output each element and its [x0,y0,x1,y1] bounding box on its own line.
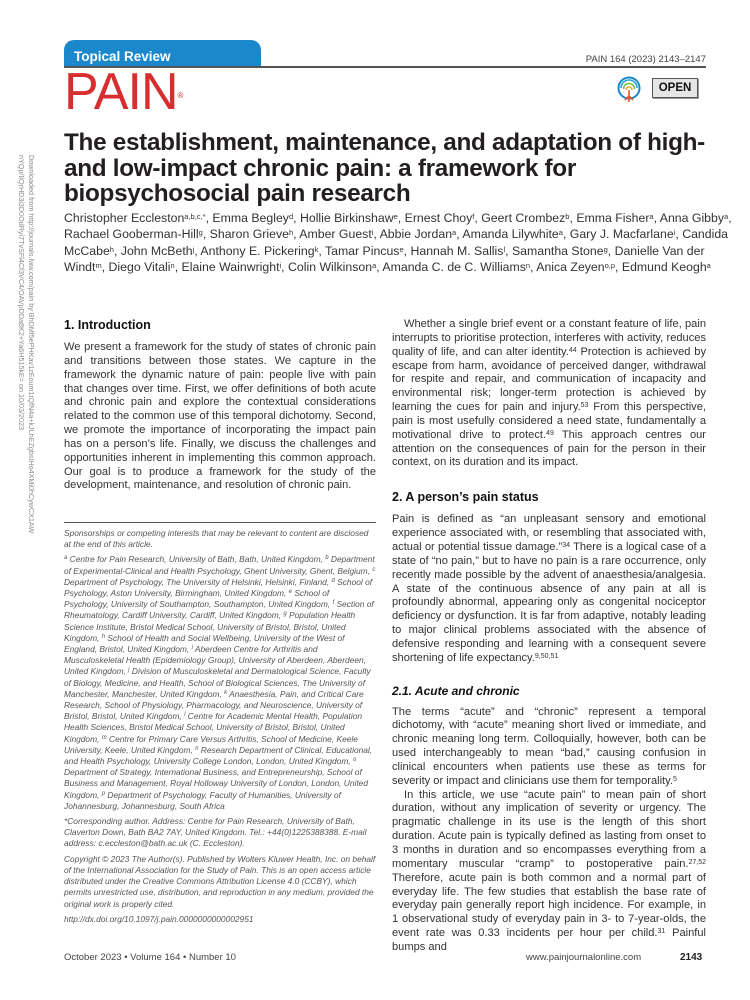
author-name[interactable]: Ernest Choy [404,211,473,225]
author-affiliation-marker: j [192,244,195,254]
affiliation-text: Division of Musculoskeletal and Dermatological Science, Faculty of Biology, Medicine, and Health, School of Biological Sciences, The University of Manchester, Manchester, United Kingdom, [64,666,371,699]
section-heading-pain-status: 2. A person’s pain status [392,490,539,505]
author-name[interactable]: Hollie Birkinshaw [299,211,394,225]
affiliation-text: Centre for Pain Research, University of Bath, Bath, United Kingdom, [67,554,326,565]
affiliation-key: m [101,734,107,741]
citation-ref[interactable]: 9,50,51 [534,652,559,660]
journal-citation: PAIN 164 (2023) 2143–2147 [585,54,706,65]
affiliations [64,554,376,812]
corresponding-author: *Corresponding author. Address: Centre for Pain Research, University of Bath, Claverton Down, Bath BA2 7AY, United Kingdom. Tel.: +44(0)1225388388. E-mail address: c.eccleston@bath.ac.uk (C. Eccleston). [64,816,367,849]
right-column [392,318,706,955]
author-name[interactable]: Emma Begley [212,211,289,225]
affiliation-key: e [288,589,293,596]
author-affiliation-marker: i [673,228,676,238]
author-affiliation-marker: g [198,228,203,238]
author-affiliation-marker: h [109,244,114,254]
author-affiliation-marker: m [95,261,102,271]
author-name[interactable]: Anica Zeyen [536,260,605,275]
author-name[interactable]: Gary J. Macfarlane [569,227,674,242]
affiliation-key: g [283,611,287,618]
affiliation-text: Section of Rheumatology, Cardiff University, Cardiff, United Kingdom, [64,599,374,621]
author-affiliation-marker: a,b,c,* [184,212,206,221]
affiliation-text: School of Health and Social Wellbeing, University of the West of England, Bristol, United Kingdom, [64,632,345,655]
affiliation-key: i [191,645,193,652]
author-affiliation-marker: k [314,244,319,254]
author-affiliation-marker: l [503,244,506,254]
footnotes [64,522,376,929]
intro-paragraph: We present a framework for the study of states of chronic pain and transitions between those states. We capture in the framework the dynamic nature of pain: people live with pain that changes over time. First, we offer definitions of both acute and chronic pain and explore the contextual considerations related to the common use of this temporal dichotomy. Second, we promote the importance of incorporating the impact pain has on a person’s life. Finally, we discuss the challenges and opportunities inherent in implementing this common approach. Our goal is to produce a framework for the study of the development, maintenance, and resolution of chronic pain. [64,341,376,492]
author-affiliation-marker: o,p [604,261,616,271]
affiliation-text: Department of Psychology, The University of Helsinki, Helsinki, Finland, [64,576,332,587]
author-name[interactable]: Geert Crombez [481,211,566,225]
author-name[interactable]: Anna Gibby [659,211,725,225]
author-affiliation-marker: a [706,261,711,271]
author-name[interactable]: Emma Fisher [576,211,650,225]
citation-ref[interactable]: 27,52 [688,858,706,866]
author-affiliation-marker: a [452,228,457,238]
affiliation-key: o [352,757,357,764]
pain-status-paragraph: Pain is defined as “an unpleasant sensory and emotional experience associated with, or resembling that associated with, actual or potential tissue damage.”$^{34}$ There is a logical case of a state of “no pain,” but to have no pain is a rare occurrence, only recently made possible by the advent of anaesthesia/analgesia. A state of the continuous absence of any pain at all is profoundly abnormal, appearing only as congenital nociceptor deficiency or dysfunction. It is far from adaptive, notably leading to major clinical problems associated with the absence of defensive responding and learning with a consequent severe shortening of life expectancy.$^{9,50,51}$ [392,513,706,664]
watermark-line-1: Downloaded from http://journals.lww.com/pain by BhDMf5ePHKav1zEoum1tQfN4a+kJLhEZgbsIHo4XMi0hCywCX1AW [27,155,36,534]
author-name[interactable]: Tamar Pincus [324,243,400,258]
open-access-badge: OPEN [652,78,698,98]
author-name[interactable]: Elaine Wainwright [181,260,280,275]
author-affiliation-marker: i [279,261,282,271]
affiliation-text: Department of Strategy, International Business, and Entrepreneurship, School of Business and Management, Royal Holloway University of London, London, United Kingdom, [64,767,369,800]
doi-link[interactable]: http://dx.doi.org/10.1097/j.pain.0000000000002951 [64,913,254,924]
sponsorship-note: Sponsorships or competing interests that may be relevant to content are disclosed at the end of this article. [64,528,369,550]
citation-ref[interactable]: 34 [562,541,571,549]
author-name[interactable]: Candida McCabe [64,227,728,258]
author-affiliation-marker: a [724,212,729,221]
affiliation-text: Aberdeen Centre for Arthritis and Musculoskeletal Health (Epidemiology Group), University of Aberdeen, Aberdeen, United Kingdom, [64,644,366,677]
affiliation-key: l [184,712,186,719]
affiliation-text: Centre for Primary Care Versus Arthritis, School of Medicine, Keele University, Keele, United Kingdom, [64,733,358,755]
affiliation-key: d [331,577,335,584]
download-watermark [6,155,36,755]
author-affiliation-marker: n [170,261,175,271]
subsection-heading-acute-chronic: 2.1. Acute and chronic [392,683,520,698]
acute-chronic-paragraph-2: In this article, we use “acute pain” to mean pain of short duration, without any implication of severity or urgency. The pragmatic challenge in its use is the length of this short duration. Acute pain is typically defined as lasting from onset to 3 months in duration and so encompasses everything from a momentary muscular “cramp” to postoperative pain.$^{27,52}$ Therefore, acute pain is both common and a normal part of everyday life. The few studies that establish the base rate of everyday pain generally report high incidence. For example, in 1 observational study of everyday pain in 3- to 7-year-olds, the event rate was 0.33 incidents per hour per child.$^{31}$ Painful bumps and [392,788,706,953]
author-name[interactable]: Sharon Grieve [209,227,289,242]
affiliation-key: k [224,689,228,696]
author-affiliation-marker: b [565,212,570,221]
author-name[interactable]: Edmund Keogh [621,260,707,275]
affiliation-text: Population Health Science Institute, Bristol Medical School, University of Bristol, Bristol, United Kingdom, [64,610,356,643]
author-affiliation-marker: i [371,228,374,238]
affiliation-text: School of Psychology, University of Southampton, Southampton, United Kingdom, [64,588,333,610]
affiliation-key: p [101,790,106,797]
author-name[interactable]: Amanda C. de C. Williams [382,260,526,275]
footnote-divider [64,522,376,523]
affiliation-text: Centre for Academic Mental Health, Population Health Sciences, Bristol Medical School, University of Bristol, Bristol, United Kingdom, [64,711,363,744]
watermark-line-2: nYQp/IlQrHD3i3D0OdRyi7TvSFl4Cf3VC4/OAVpDDa8K2+Ya6H515kE= on 10/03/2023 [17,155,26,430]
journal-logo [64,63,184,121]
left-column [64,318,376,493]
author-affiliation-marker: g [603,244,608,254]
affiliation-key: a [64,555,68,562]
author-name[interactable]: Abbie Jordan [379,227,453,242]
author-name[interactable]: Hannah M. Sallis [410,243,504,258]
author-name[interactable]: Diego Vitali [108,260,171,275]
citation-ref[interactable]: 53 [580,402,589,410]
affiliation-text: Research Department of Clinical, Educational, and Health Psychology, University College London, London, United Kingdom, [64,744,373,767]
registered-mark: ® [177,91,184,100]
copyright-note: Copyright © 2023 The Author(s). Published by Wolters Kluwer Health, Inc. on behalf of the International Association for the Study of Pain. This is an open access article distributed under the Creative Commons Attribution License 4.0 (CCBY), which permits unrestricted use, distribution, and reproduction in any medium, provided the original work is properly cited. [64,853,376,909]
affiliation-key: c [372,566,376,573]
author-name[interactable]: John McBeth [120,243,193,258]
citation-ref[interactable]: 5 [672,775,677,783]
intro-continuation-paragraph: Whether a single brief event or a constant feature of life, pain interrupts to prioritise protection, interferes with activity, reduces quality of life, and can alter identity.$^{44}$ Protection is achieved by escape from harm, avoidance of perceived danger, withdrawal for respite and repair, and communication of incapacity and environmental risk; longer-term protection is achieved by learning the cues for pain and injury.$^{53}$ From this perspective, pain is most usefully considered a need state, fundamentally a motivational drive to protect.$^{49}$ This approach centres our attention on the consequences of pain for the person in their context, on its duration and its impact. [392,318,706,469]
author-affiliation-marker: d [288,212,294,221]
author-affiliation-marker: a [649,212,654,221]
author-name[interactable]: Rachael Gooberman-Hill [64,227,199,242]
affiliation-text: Anaesthesia, Pain, and Critical Care Research, School of Physiology, Pharmacology, and Neuroscience, University of Bristol, Bristol, United Kingdom, [64,688,364,722]
author-affiliation-marker: h [288,228,294,238]
open-access-globe-icon [616,76,642,104]
affiliation-text: Department of Experimental-Clinical and Health Psychology, Ghent University, Ghent, Belgium, [64,554,375,576]
citation-ref[interactable]: 31 [657,928,666,936]
footer-journal-url[interactable]: www.painjournalonline.com [526,952,642,963]
affiliation-text: Department of Psychology, Faculty of Humanities, University of Johannesburg, Johannesburg, South Africa [64,789,341,811]
affiliation-key: n [195,745,199,752]
author-name[interactable]: Anthony E. Pickering [200,243,315,258]
author-name[interactable]: Amanda Lilywhite [462,227,559,242]
page-number: 2143 [680,952,703,963]
journal-logo-text: PAIN [64,63,178,121]
article-title: The establishment, maintenance, and adaptation of high- and low-impact chronic pain: a framework for biopsychosocial pain research [64,129,705,207]
affiliation-key: j [128,667,130,674]
author-name[interactable]: Amber Guest [299,227,372,242]
affiliation-key: b [325,555,329,562]
author-affiliation-marker: n [525,261,531,271]
affiliation-key: f [332,600,335,607]
citation-ref[interactable]: 49 [546,429,554,437]
section-heading-introduction: 1. Introduction [64,318,151,332]
author-name[interactable]: Colin Wilkinson [288,260,373,275]
author-affiliation-marker: a [558,228,563,238]
affiliation-key: h [101,633,106,640]
affiliation-text: School of Psychology, Aston University, Birmingham, United Kingdom, [64,576,373,599]
author-name[interactable]: Danielle Van der Windt [64,243,705,275]
author-name[interactable]: Christopher Eccleston [64,211,185,225]
author-name[interactable]: Samantha Stone [511,243,604,258]
author-list: Christopher Eccleston$^{a,b,c,*}$, Emma Begley$^d$, Hollie Birkinshaw$^e$, Ernest Choy$^f$, Geert Crombez$^b$, Emma Fisher$^a$, Anna Gibby$^a$, Rachael Gooberman-Hill$^g$, Sharon Grieve$^h$, Amber Guest$^i$, Abbie Jordan$^a$, Amanda Lilywhite$^a$, Gary J. Macfarlane$^i$, Candida McCabe$^h$, John McBeth$^j$, Anthony E. Pickering$^k$, Tamar Pincus$^e$, Hannah M. Sallis$^l$, Samantha Stone$^g$, Danielle Van der Windt$^m$, Diego Vitali$^n$, Elaine Wainwright$^i$, Colin Wilkinson$^a$, Amanda C. de C. Williams$^n$, Anica Zeyen$^{o,p}$, Edmund Keogh$^a$ [64,211,732,275]
section-tab: Topical Review [64,40,261,67]
author-affiliation-marker: f [472,212,475,221]
author-affiliation-marker: e [399,244,404,254]
author-affiliation-marker: a [372,261,377,271]
citation-ref[interactable]: 44 [568,346,577,354]
author-affiliation-marker: e [393,212,398,221]
acute-chronic-paragraph-1: The terms “acute” and “chronic” represent a temporal dichotomy, with “acute” meaning short lived or immediate, and chronic meaning long term. Colloquially, however, both can be used interchangeably to mean “bad,” causing confusion in clinical encounters when patients use these as terms for severity or impact and clinicians use them for temporality.$^5$ [392,705,706,787]
footer-issue-info: October 2023 • Volume 164 • Number 10 [64,952,236,963]
